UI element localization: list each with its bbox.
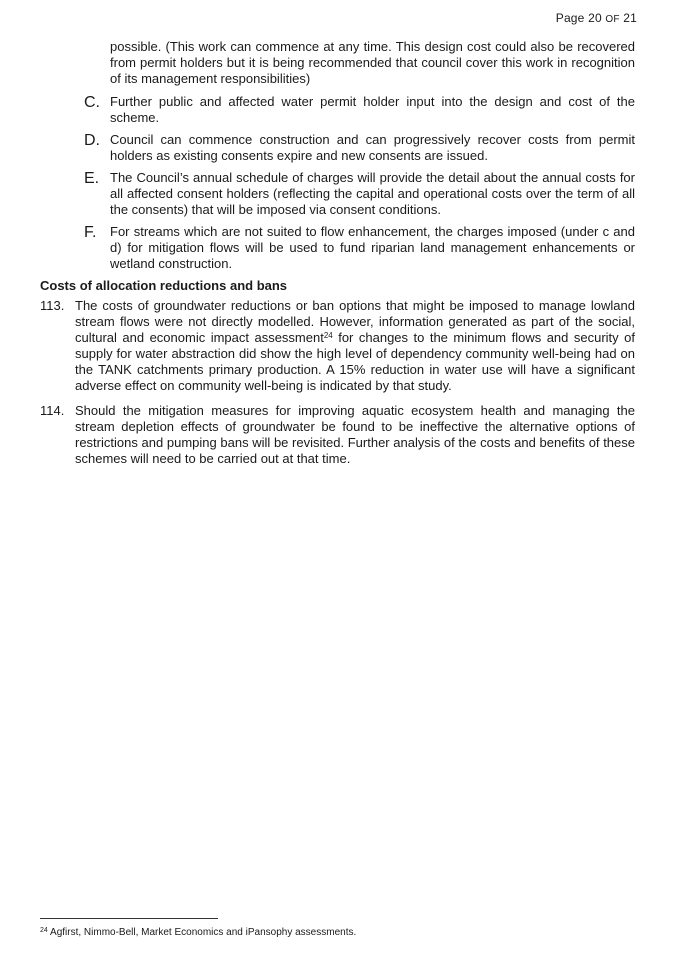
- footnote-text: Agfirst, Nimmo-Bell, Market Economics and iPansophy assessments.: [47, 927, 357, 938]
- list-item-text: Further public and affected water permit holder input into the design and cost of the scheme.: [110, 94, 635, 125]
- footnote: [40, 927, 356, 938]
- page-header: [556, 11, 637, 25]
- footnote-divider: [40, 918, 218, 919]
- list-item-text: For streams which are not suited to flow enhancement, the charges imposed (under c and d) for mitigation flows will be used to fund riparian land management enhancements or wetland construction.: [110, 224, 635, 271]
- list-item-c: [40, 94, 635, 126]
- list-item-d: [40, 132, 635, 164]
- footnote-reference: 24: [323, 331, 333, 340]
- paragraph-113: [40, 298, 635, 394]
- list-item-e: [40, 170, 635, 218]
- paragraph-text: Should the mitigation measures for improving aquatic ecosystem health and managing the stream depletion effects of groundwater be found to be ineffective the alternative options of restrictions and pumping bans will be revisited. Further analysis of the costs and benefits of these schemes will need to be carried out at that time.: [75, 403, 635, 466]
- paragraph-number: 113.: [40, 298, 65, 313]
- page-total: 21: [623, 11, 637, 25]
- list-item-f: [40, 224, 635, 272]
- list-label: E.: [84, 170, 100, 187]
- list-label: D.: [84, 132, 100, 149]
- paragraph-text-part: The costs of groundwater reductions or ban options that might be imposed to manage lowland stream flows were not directly modelled. However, information generated as part of the social, cultural and economic impact assessment: [75, 298, 635, 345]
- list-label: C.: [84, 94, 100, 111]
- list-item-text: The Council’s annual schedule of charges will provide the detail about the annual costs for all affected consent holders (reflecting the capital and operational costs over the term of all the consents) that will be imposed via consent conditions.: [110, 170, 635, 217]
- section-heading: Costs of allocation reductions and bans: [40, 278, 288, 293]
- list-label: F.: [84, 224, 97, 241]
- continued-paragraph: possible. (This work can commence at any time. This design cost could also be recovered from permit holders but it is being recommended that council cover this work in recognition of its management responsibilities): [110, 39, 635, 86]
- page-body: [40, 39, 635, 476]
- paragraph-text-part: for changes to the minimum flows and security of supply for water abstraction did show the high level of dependency community well-being had on the TANK catchments primary production. A 15% reduction in water use will have a significant adverse effect on community well-being is indicated by that study.: [75, 330, 635, 393]
- paragraph-number: 114.: [40, 403, 65, 418]
- paragraph-text: [75, 298, 635, 394]
- footnote-number: 24: [40, 927, 48, 934]
- page-word: Page: [555, 11, 585, 25]
- page-number: 20: [588, 11, 602, 25]
- paragraph-114: [40, 403, 635, 467]
- of-word: OF: [605, 14, 620, 25]
- list-item-text: Council can commence construction and can progressively recover costs from permit holders as existing consents expire and new consents are issued.: [110, 132, 635, 163]
